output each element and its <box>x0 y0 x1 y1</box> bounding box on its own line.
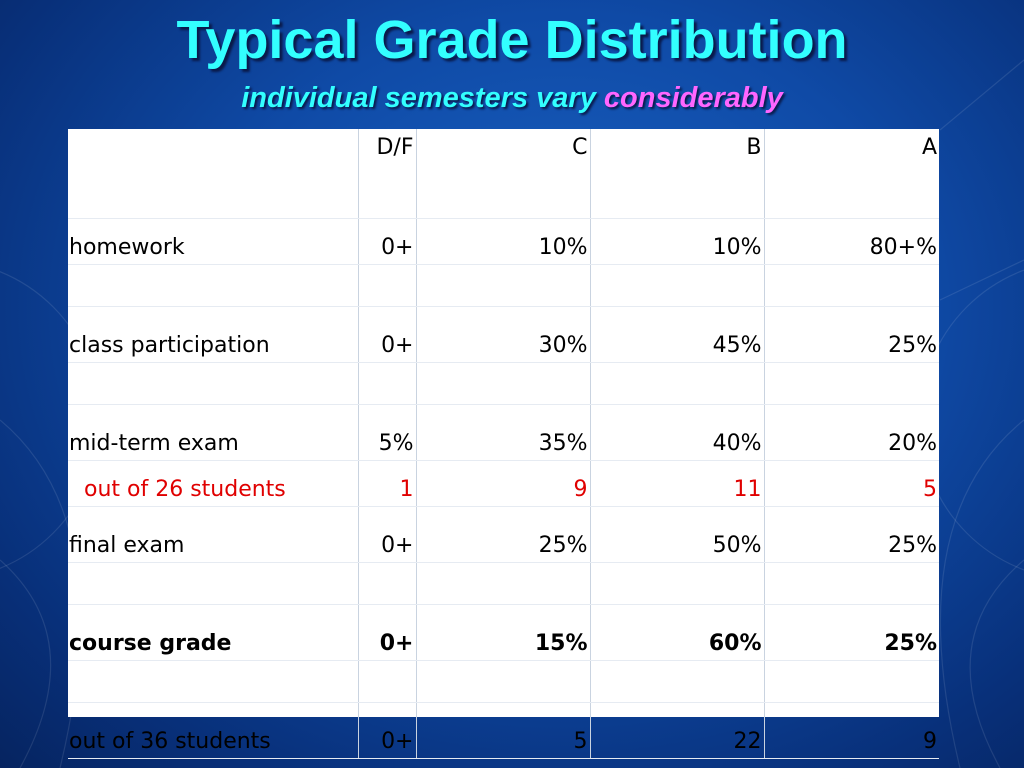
row-label: out of 26 students <box>68 461 358 507</box>
cell-c: 25% <box>416 507 590 563</box>
header-cell-blank <box>68 129 358 219</box>
cell-a: 80+% <box>764 219 939 265</box>
cell-c: 5 <box>416 703 590 759</box>
cell-a: 25% <box>764 307 939 363</box>
cell-b: 11 <box>590 461 764 507</box>
subtitle-text: individual semesters vary <box>241 82 604 114</box>
table-row-blank <box>68 265 939 307</box>
cell-b: 45% <box>590 307 764 363</box>
cell-df: 0+ <box>358 219 416 265</box>
cell-a: 20% <box>764 405 939 461</box>
table-header-row <box>68 129 939 219</box>
table-row-final <box>68 507 939 563</box>
table-row-blank <box>68 363 939 405</box>
grade-distribution-table <box>68 129 939 759</box>
row-label: class participation <box>68 307 358 363</box>
cell-b: 40% <box>590 405 764 461</box>
table-row-participation <box>68 307 939 363</box>
row-label: out of 36 students <box>68 703 358 759</box>
cell-c: 15% <box>416 605 590 661</box>
cell-b: 60% <box>590 605 764 661</box>
table-row-midterm-count <box>68 461 939 507</box>
cell-a: 25% <box>764 507 939 563</box>
cell-df: 1 <box>358 461 416 507</box>
cell-df: 0+ <box>358 703 416 759</box>
cell-c: 10% <box>416 219 590 265</box>
table-row-homework <box>68 219 939 265</box>
cell-df: 5% <box>358 405 416 461</box>
subtitle-emphasis: considerably <box>603 82 783 114</box>
cell-b: 10% <box>590 219 764 265</box>
cell-df: 0+ <box>358 507 416 563</box>
header-a: A <box>764 129 939 219</box>
table-row-course-count <box>68 703 939 759</box>
cell-a: 25% <box>764 605 939 661</box>
header-c: C <box>416 129 590 219</box>
cell-c: 30% <box>416 307 590 363</box>
cell-c: 35% <box>416 405 590 461</box>
cell-b: 50% <box>590 507 764 563</box>
table-row-blank <box>68 661 939 703</box>
cell-a: 9 <box>764 703 939 759</box>
header-df: D/F <box>358 129 416 219</box>
row-label: homework <box>68 219 358 265</box>
row-label: mid-term exam <box>68 405 358 461</box>
cell-df: 0+ <box>358 307 416 363</box>
table-row-midterm <box>68 405 939 461</box>
cell-b: 22 <box>590 703 764 759</box>
cell-c: 9 <box>416 461 590 507</box>
grade-table-container <box>68 129 939 754</box>
cell-a: 5 <box>764 461 939 507</box>
cell-df: 0+ <box>358 605 416 661</box>
table-row-blank <box>68 563 939 605</box>
header-b: B <box>590 129 764 219</box>
slide-title: Typical Grade Distribution <box>176 10 848 70</box>
table-row-course-grade <box>68 605 939 661</box>
slide-subtitle <box>0 80 1024 116</box>
row-label: course grade <box>68 605 358 661</box>
row-label: final exam <box>68 507 358 563</box>
